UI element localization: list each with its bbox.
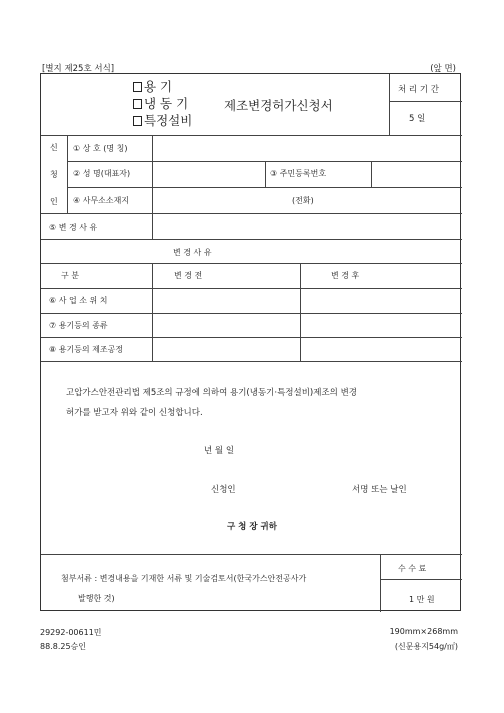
option-label: 냉 동 기 xyxy=(144,96,189,111)
change-reason-label: ⑤ 변 경 사 유 xyxy=(49,223,98,232)
title-options xyxy=(133,78,192,129)
category-column-header: 구 분 xyxy=(61,271,79,280)
form-title: 제조변경허가신청서 xyxy=(224,98,333,113)
application-form xyxy=(40,73,461,611)
attachments-line-1: 첨부서류 : 변경내용을 기재한 서류 및 기술검토서(한국가스안전공사가 xyxy=(61,574,307,583)
approval-date: 88.8.25승인 xyxy=(40,642,86,651)
paper-size: 190mm×268mm xyxy=(389,627,458,636)
change-section-title: 변 경 사 유 xyxy=(173,248,212,257)
business-location-row: ⑥ 사 업 소 위 치 xyxy=(49,296,108,305)
after-column-header: 변 경 후 xyxy=(331,271,360,280)
page-side-label: (앞 면) xyxy=(430,64,456,74)
applicant-side-label: 청 xyxy=(50,170,58,179)
applicant-label: 신청인 xyxy=(211,485,236,495)
representative-name-label: ② 성 명(대표자) xyxy=(73,169,131,178)
paper-type: (신문용지54g/㎡) xyxy=(394,642,458,651)
option-refrigerator xyxy=(133,95,192,112)
before-column-header: 변 경 전 xyxy=(174,271,203,280)
processing-period-value: 5 일 xyxy=(409,114,426,124)
office-address-label: ④ 사무소소재지 xyxy=(73,196,130,205)
form-number: [별지 제25호 서식] xyxy=(42,64,115,74)
option-container xyxy=(133,78,192,95)
container-type-row: ⑦ 용기등의 종류 xyxy=(49,321,108,330)
statement-line-2: 허가를 받고자 위와 같이 신청합니다. xyxy=(66,408,203,418)
manufacturing-process-row: ⑧ 용기등의 제조공정 xyxy=(49,345,124,354)
fee-value: 1 만 원 xyxy=(409,595,435,604)
checkbox-icon[interactable] xyxy=(133,99,142,109)
phone-label: (전화) xyxy=(292,196,314,205)
resident-number-label: ③ 주민등록번호 xyxy=(270,169,327,178)
option-label: 용 기 xyxy=(144,79,173,94)
statement-line-1: 고압가스안전관리법 제5조의 규정에 의하여 용기(냉동기·특정설비)제조의 변경 xyxy=(66,388,358,398)
checkbox-icon[interactable] xyxy=(133,116,142,126)
applicant-side-label: 신 xyxy=(50,143,58,152)
date-line: 년 월 일 xyxy=(204,446,235,456)
checkbox-icon[interactable] xyxy=(133,82,142,92)
applicant-side-label: 인 xyxy=(50,197,58,206)
fee-label: 수 수 료 xyxy=(398,564,427,573)
option-special-equipment xyxy=(133,112,192,129)
processing-period-label: 처 리 기 간 xyxy=(398,85,439,95)
business-name-label: ① 상 호 (명 칭) xyxy=(73,144,128,153)
signature-label: 서명 또는 날인 xyxy=(352,485,407,495)
option-label: 특정설비 xyxy=(144,113,193,128)
recipient: 구 청 장 귀하 xyxy=(227,522,277,532)
attachments-line-2: 발행한 것) xyxy=(78,594,115,603)
form-code: 29292-00611민 xyxy=(40,628,102,637)
